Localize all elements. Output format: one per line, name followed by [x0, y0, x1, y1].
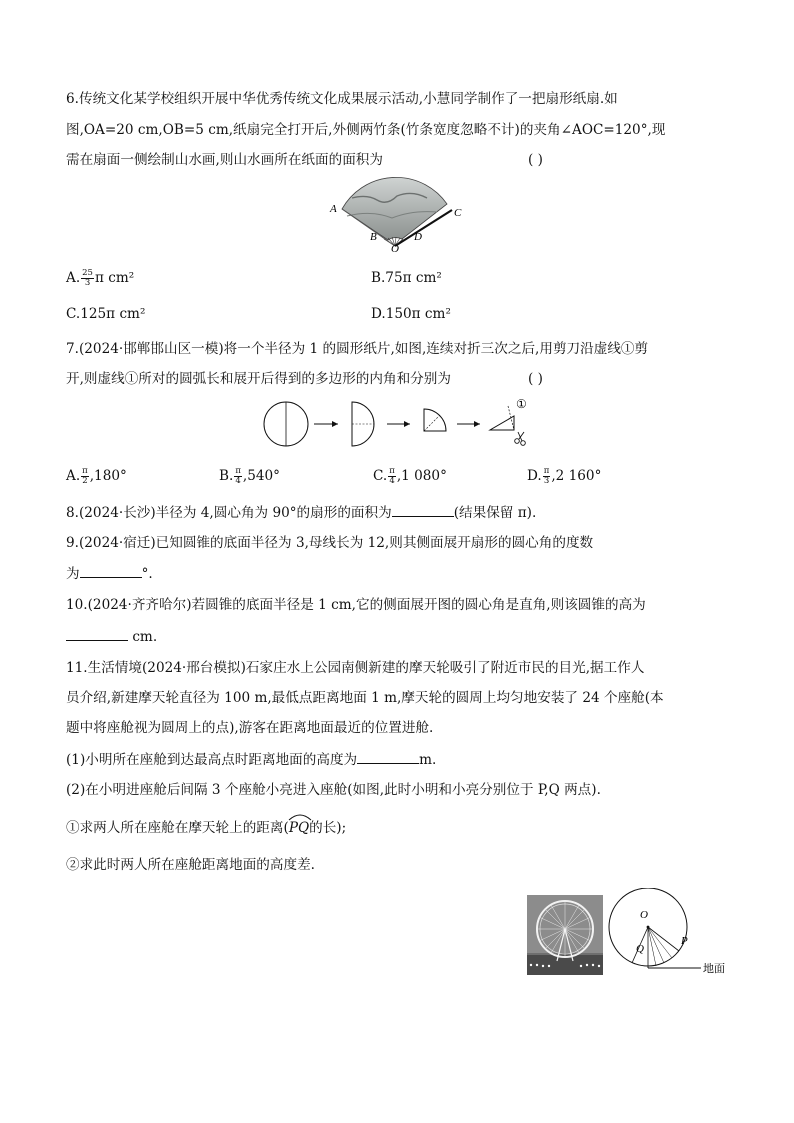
q7-option-c-prefix: C. [373, 468, 388, 484]
q10-line2 [66, 626, 157, 647]
q8-line [66, 502, 536, 523]
label-A: A [330, 203, 337, 215]
q7-option-c-numerator: π [389, 466, 395, 476]
label-O-diagram: O [640, 909, 648, 921]
q11-line2: 员介绍,新建摩天轮直径为 100 m,最低点距离地面 1 m,摩天轮的圆周上均匀地安装了 24 个座舱(本 [66, 690, 664, 706]
q6-option-b: B.75π cm² [371, 270, 442, 286]
paper-folding-figure [262, 394, 542, 454]
q7-option-d-fraction [543, 467, 551, 486]
q11-arc-pq [289, 818, 309, 838]
q7-option-c-fraction [388, 467, 396, 486]
q11-line3: 题中将座舱视为圆周上的点),游客在距离地面最近的位置进舱. [66, 720, 434, 736]
label-C: C [454, 207, 462, 219]
folding-fan-figure [322, 176, 472, 254]
q6-line1: 6.传统文化某学校组织开展中华优秀传统文化成果展示活动,小慧同学制作了一把扇形纸扇.如 [66, 91, 618, 107]
q11-sub2-part1-after: 的长); [309, 820, 347, 836]
q7-line2: 开,则虚线①所对的圆弧长和展开后得到的多边形的内角和分别为 [66, 371, 451, 387]
q10-line1: 10.(2024·齐齐哈尔)若圆锥的底面半径是 1 cm,它的侧面展开图的圆心角是直角,则该圆锥的高为 [66, 597, 646, 613]
q7-option-d-prefix: D. [527, 468, 542, 484]
q7-option-d-denominator: 3 [543, 476, 550, 486]
q8-text-before: 8.(2024·长沙)半径为 4,圆心角为 90°的扇形的面积为 [66, 505, 392, 521]
q7-option-c-suffix: ,1 080° [396, 468, 447, 484]
q11-sub2-part1 [66, 818, 346, 838]
scissors-icon [515, 432, 526, 445]
q6-option-a-fraction [81, 269, 94, 288]
q9-text-before: 为 [66, 566, 80, 582]
q9-text-after: °. [141, 566, 153, 582]
label-ground: 地面 [703, 963, 725, 975]
q6-option-d: D.150π cm² [371, 306, 451, 322]
q11-sub1-answer-blank[interactable] [357, 749, 419, 764]
q7-option-a-fraction [81, 467, 89, 486]
q11-line1: 11.生活情境(2024·邢台模拟)石家庄水上公园南侧新建的摩天轮吸引了附近市民的目光,据工作人 [66, 660, 645, 676]
q7-option-d-suffix: ,2 160° [551, 468, 602, 484]
arc-mark-icon [288, 813, 312, 821]
q6-option-a-denominator: 3 [84, 278, 91, 288]
ferris-wheel-diagram [606, 888, 756, 980]
q9-answer-blank[interactable] [80, 563, 142, 578]
label-D: D [414, 231, 422, 243]
q6-option-a-prefix: A. [66, 270, 81, 286]
q11-sub1 [66, 749, 436, 770]
q11-sub2-part2: ②求此时两人所在座舱距离地面的高度差. [66, 857, 316, 873]
q11-sub2-part1-before: ①求两人所在座舱在摩天轮上的距离( [66, 820, 289, 836]
q7-option-c [373, 466, 447, 486]
label-B: B [370, 231, 377, 243]
q7-option-b-fraction [234, 467, 242, 486]
circled-one-mark: ① [516, 397, 527, 411]
q7-option-b-prefix: B. [219, 468, 234, 484]
q8-answer-blank[interactable] [392, 502, 454, 517]
q6-option-c: C.125π cm² [66, 306, 146, 322]
q7-option-b-denominator: 4 [235, 476, 241, 486]
q7-option-a-suffix: ,180° [89, 468, 127, 484]
q7-option-a-numerator: π [82, 466, 88, 476]
q7-line1: 7.(2024·邯郸邯山区一模)将一个半径为 1 的圆形纸片,如图,连续对折三次之后,用剪刀沿虚线①剪 [66, 341, 649, 357]
q7-option-a [66, 466, 127, 486]
q7-option-a-prefix: A. [66, 468, 81, 484]
q6-line2: 图,OA=20 cm,OB=5 cm,纸扇完全打开后,外侧两竹条(竹条宽度忽略不计)的夹角∠AOC=120°,现 [66, 122, 666, 138]
q7-option-c-denominator: 4 [389, 476, 395, 486]
q9-line2 [66, 563, 153, 584]
label-P-diagram: P [681, 935, 688, 947]
q7-option-d [527, 466, 601, 486]
q7-option-b-suffix: ,540° [242, 468, 280, 484]
label-O: O [391, 243, 399, 254]
q11-sub1-text-after: m. [419, 752, 437, 768]
q10-text-after: cm. [128, 629, 158, 645]
q6-option-a-suffix: π cm² [94, 270, 135, 286]
q9-line1: 9.(2024·宿迁)已知圆锥的底面半径为 3,母线长为 12,则其侧面展开扇形的圆心角的度数 [66, 535, 594, 551]
q7-option-b-numerator: π [235, 466, 241, 476]
q6-answer-paren: ( ) [528, 152, 543, 168]
q7-answer-paren: ( ) [528, 371, 543, 387]
q11-arc-pq-label: PQ [288, 820, 310, 836]
q11-sub1-text-before: (1)小明所在座舱到达最高点时距离地面的高度为 [66, 752, 358, 768]
q6-option-a [66, 268, 134, 288]
ferris-wheel-photo [527, 895, 603, 975]
q7-option-a-denominator: 2 [82, 476, 88, 486]
q7-option-d-numerator: π [543, 466, 550, 476]
q6-option-a-numerator: 25 [82, 268, 93, 278]
q11-sub2: (2)在小明进座舱后间隔 3 个座舱小亮进入座舱(如图,此时小明和小亮分别位于 P,Q 两点). [66, 782, 601, 798]
label-Q-diagram: Q [636, 943, 644, 955]
q6-line3: 需在扇面一侧绘制山水画,则山水画所在纸面的面积为 [66, 152, 383, 168]
q10-answer-blank[interactable] [66, 626, 128, 641]
q7-option-b [219, 466, 280, 486]
q8-text-after: (结果保留 π). [453, 505, 537, 521]
